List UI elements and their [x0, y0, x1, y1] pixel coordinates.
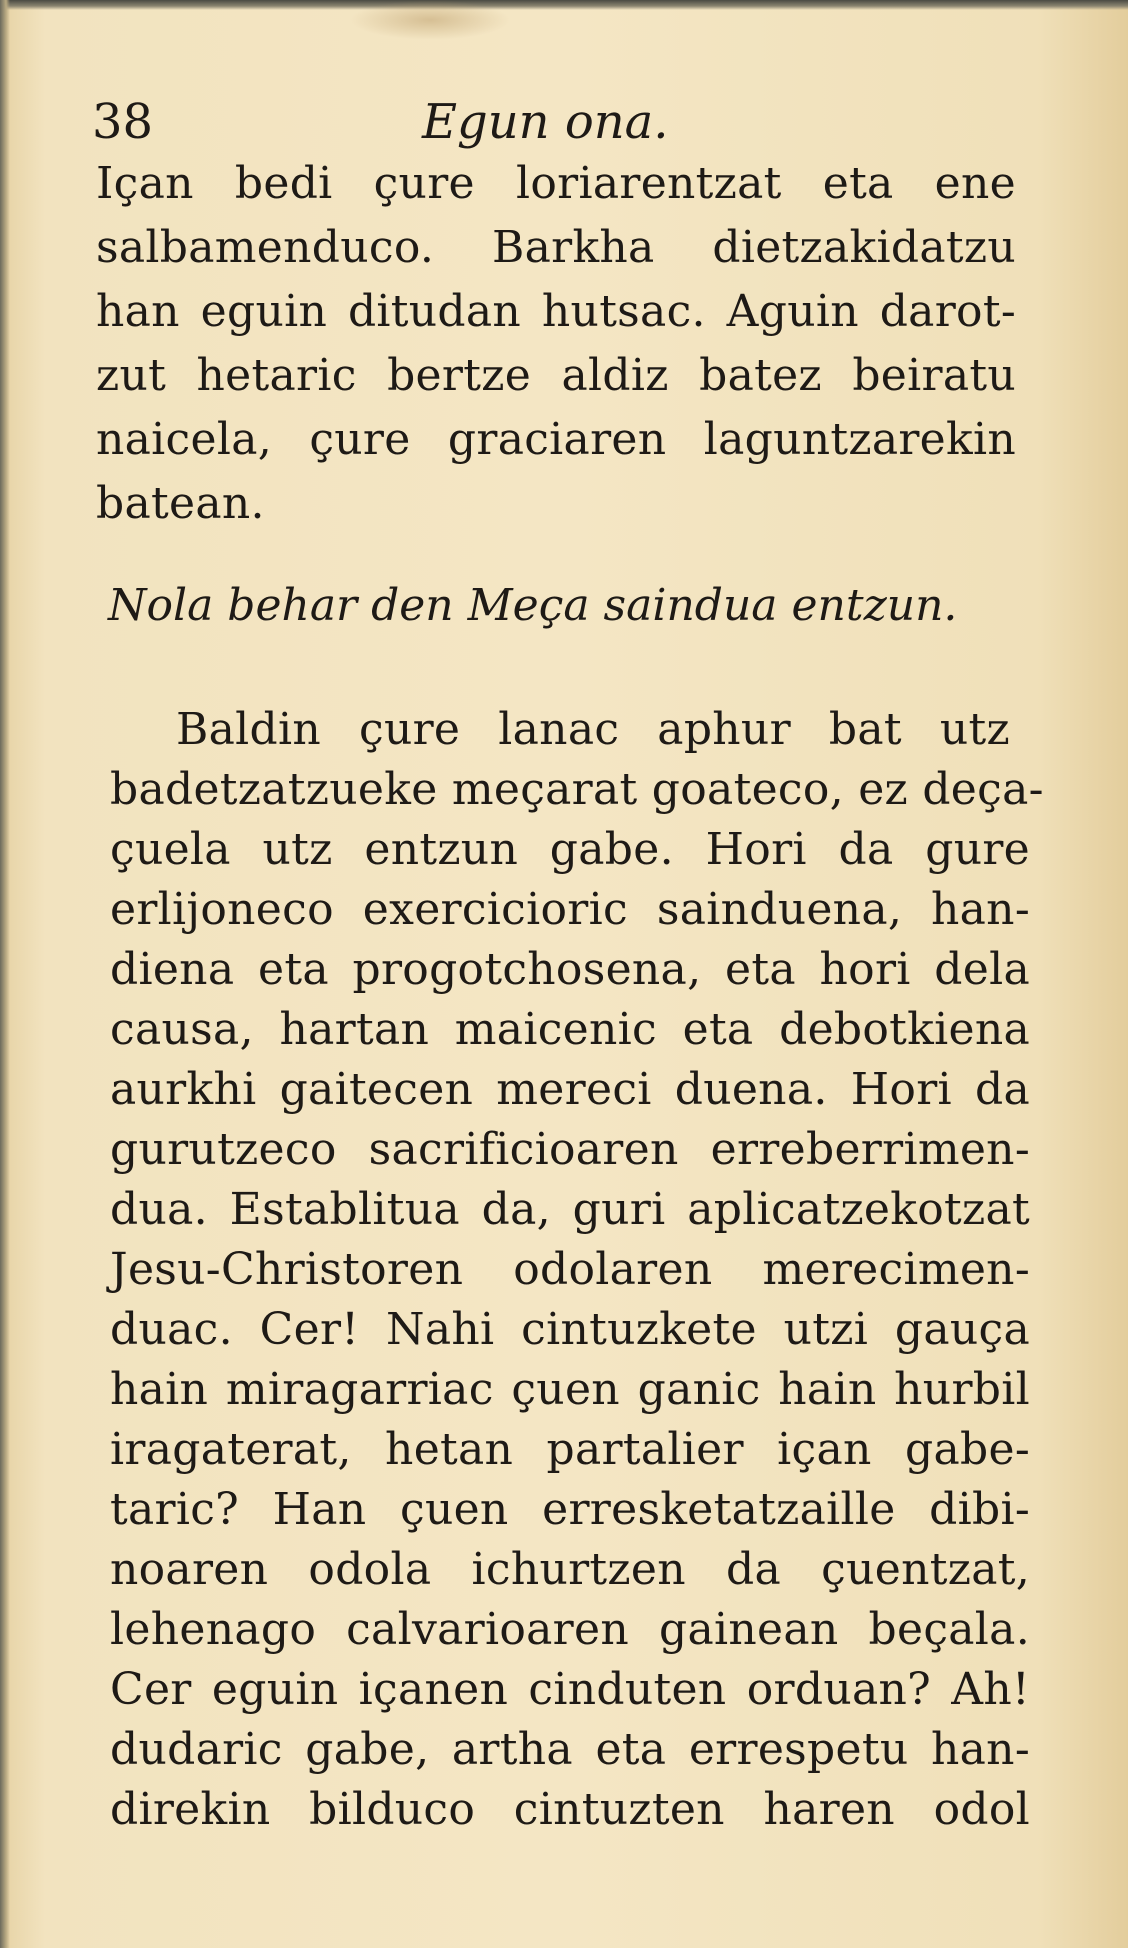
- page-top-edge: [0, 0, 1128, 10]
- running-head: [92, 92, 1032, 152]
- text-line: badetzatzueke meçarat goateco, ez deça-: [110, 764, 1044, 815]
- text-line: Içan bedi çure loriarentzat eta ene: [96, 158, 1016, 209]
- text-line: diena eta progotchosena, eta hori dela: [110, 944, 1030, 995]
- text-line: çuela utz entzun gabe. Hori da gure: [110, 824, 1030, 875]
- text-line: iragaterat, hetan partalier içan gabe-: [110, 1424, 1030, 1475]
- text-line: dua. Establitua da, guri aplicatzekotzat: [110, 1184, 1030, 1235]
- text-line: batean.: [96, 478, 265, 529]
- text-line: lehenago calvarioaren gainean beçala.: [110, 1604, 1030, 1655]
- page-number: 38: [92, 94, 154, 150]
- text-line: duac. Cer! Nahi cintuzkete utzi gauça: [110, 1304, 1030, 1355]
- text-line: taric? Han çuen erresketatzaille dibi-: [110, 1484, 1030, 1535]
- text-line: zut hetaric bertze aldiz batez beiratu: [96, 350, 1016, 401]
- text-line: Jesu-Christoren odolaren merecimen-: [110, 1244, 1030, 1295]
- text-line: Cer eguin içanen cinduten orduan? Ah!: [110, 1664, 1030, 1715]
- text-line: noaren odola ichurtzen da çuentzat,: [110, 1544, 1030, 1595]
- running-title: Egun ona.: [422, 94, 669, 150]
- paper-stain: [350, 0, 510, 40]
- section-title: Nola behar den Meça saindua entzun.: [108, 580, 958, 631]
- text-line: hain miragarriac çuen ganic hain hurbil: [110, 1364, 1030, 1415]
- text-line: Baldin çure lanac aphur bat utz: [176, 704, 1010, 755]
- text-line: direkin bilduco cintuzten haren odol: [110, 1784, 1030, 1835]
- text-line: gurutzeco sacrificioaren erreberrimen-: [110, 1124, 1030, 1175]
- text-line: aurkhi gaitecen mereci duena. Hori da: [110, 1064, 1030, 1115]
- text-line: salbamenduco. Barkha dietzakidatzu: [96, 222, 1016, 273]
- text-line: han eguin ditudan hutsac. Aguin darot-: [96, 286, 1016, 337]
- text-line: dudaric gabe, artha eta errespetu han-: [110, 1724, 1030, 1775]
- text-line: causa, hartan maicenic eta debotkiena: [110, 1004, 1030, 1055]
- text-line: naicela, çure graciaren laguntzarekin: [96, 414, 1016, 465]
- text-line: erlijoneco exercicioric sainduena, han-: [110, 884, 1030, 935]
- page-left-edge: [0, 0, 10, 1948]
